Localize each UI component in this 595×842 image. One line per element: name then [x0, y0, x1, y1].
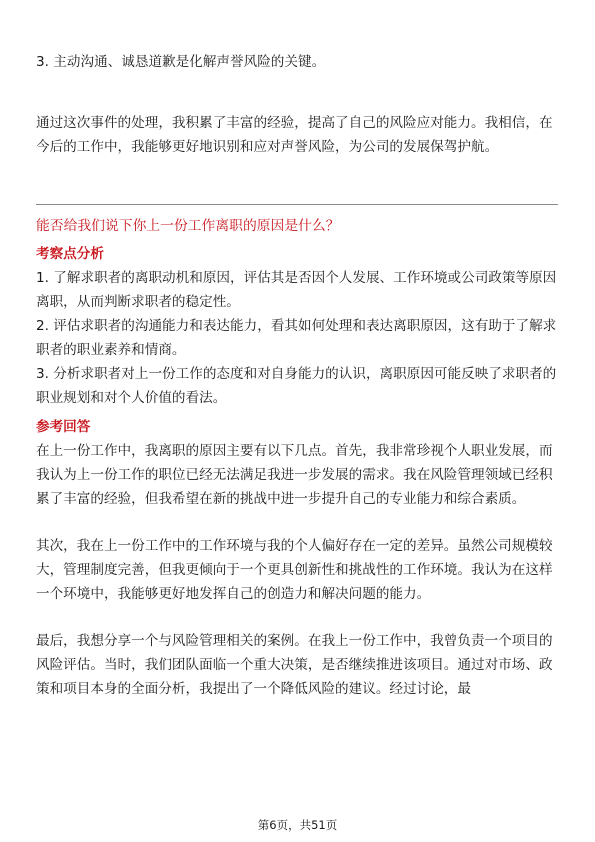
analysis-item-3: 3. 分析求职者对上一份工作的态度和对自身能力的认识，离职原因可能反映了求职者的职业规划和对个人价值的看法。 [36, 366, 557, 406]
answer-paragraph-2: 其次，我在上一份工作中的工作环境与我的个人偏好存在一定的差异。虽然公司规模较大，管理制度完善，但我更倾向于一个更具创新性和挑战性的工作环境。我认为在这样一个环境中，我能够更好地发挥自己的创造力和解决问题的能力。 [36, 538, 553, 602]
lesson-item-3: 3. 主动沟通、诚恳道歉是化解声誉风险的关键。 [36, 54, 326, 70]
analysis-item-2: 2. 评估求职者的沟通能力和表达能力，看其如何处理和表达离职原因，这有助于了解求职者的职业素养和情商。 [36, 318, 557, 358]
answer-label: 参考回答 [36, 419, 91, 435]
previous-answer-tail [36, 50, 558, 159]
summary-paragraph: 通过这次事件的处理，我积累了丰富的经验，提高了自己的风险应对能力。我相信，在今后的工作中，我能够更好地识别和应对声誉风险，为公司的发展保驾护航。 [36, 115, 553, 155]
interview-question: 能否给我们说下你上一份工作离职的原因是什么？ [36, 218, 340, 234]
answer-paragraph-1: 在上一份工作中，我离职的原因主要有以下几点。首先，我非常珍视个人职业发展，而我认为上一份工作的职位已经无法满足我进一步发展的需求。我在风险管理领域已经积累了丰富的经验，但我希望在新的挑战中进一步提升自己的专业能力和综合素质。 [36, 443, 553, 507]
page-number: 第6页，共51页 [257, 818, 338, 832]
answer-paragraph-3: 最后，我想分享一个与风险管理相关的案例。在我上一份工作中，我曾负责一个项目的风险评估。当时，我们团队面临一个重大决策，是否继续推进该项目。通过对市场、政策和项目本身的全面分析，我提出了一个降低风险的建议。经过讨论，最 [36, 633, 553, 697]
analysis-label: 考察点分析 [36, 246, 104, 262]
section-divider [36, 204, 558, 205]
analysis-item-1: 1. 了解求职者的离职动机和原因，评估其是否因个人发展、工作环境或公司政策等原因离职，从而判断求职者的稳定性。 [36, 270, 557, 310]
question-section [36, 242, 558, 701]
